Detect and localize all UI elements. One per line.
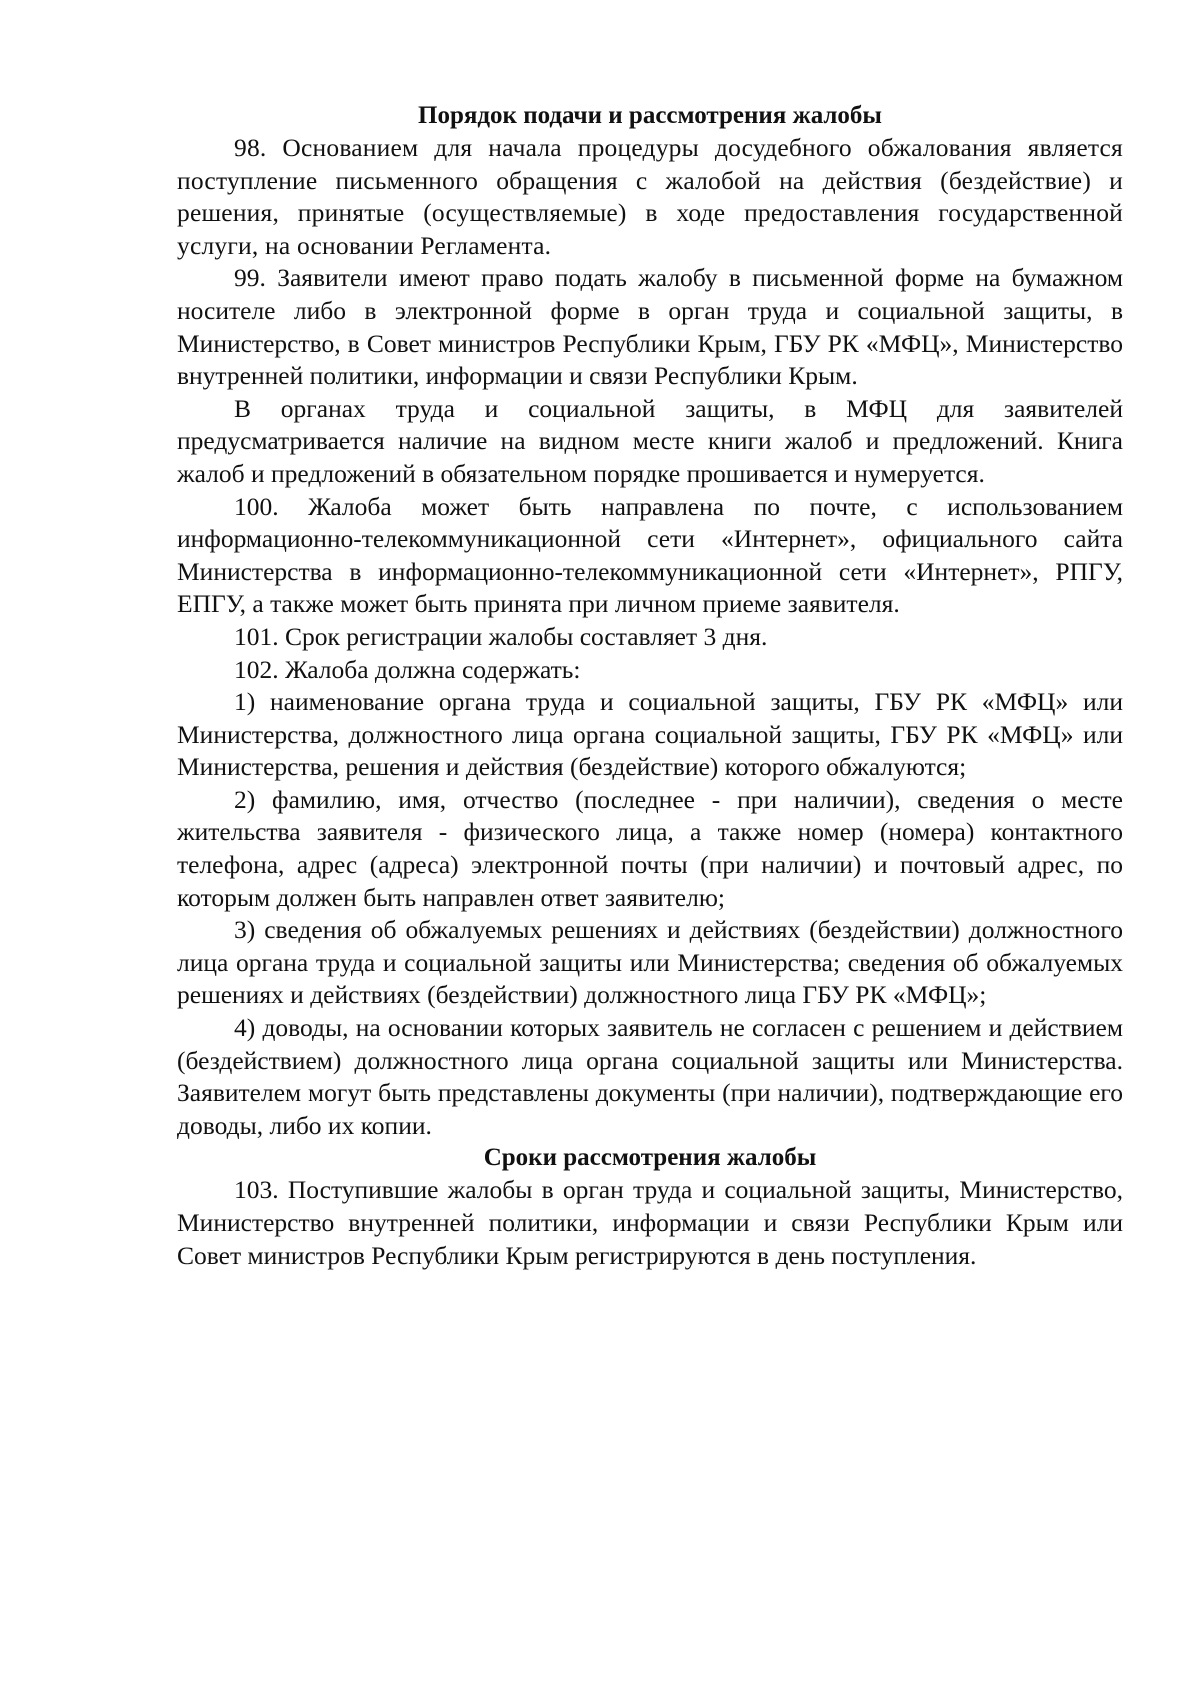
paragraph-100: 100. Жалоба может быть направлена по почте, с использованием информационно-телекоммуникационной сети «Интернет», официального сайта Министерства в информационно-телекоммуникационной сети «Интернет», РПГУ, ЕПГУ, а также может быть принята при личном приеме заявителя. — [177, 491, 1123, 619]
section-heading-review-terms: Сроки рассмотрения жалобы — [483, 1144, 817, 1172]
paragraph-102: 102. Жалоба должна содержать: — [234, 654, 581, 684]
list-item-1: 1) наименование органа труда и социальной защиты, ГБУ РК «МФЦ» или Министерства, должностного лица органа социальной защиты, ГБУ РК «МФЦ» или Министерства, решения и действия (бездействие) которого обжалуются; — [177, 687, 1123, 782]
list-item-4: 4) доводы, на основании которых заявитель не согласен с решением и действием (бездействием) должностного лица органа социальной защиты или Министерства. Заявителем могут быть представлены документы (при наличии), подтверждающие его доводы, либо их копии. — [177, 1013, 1123, 1140]
paragraph-98: 98. Основанием для начала процедуры досудебного обжалования является поступление письменного обращения с жалобой на действия (бездействие) и решения, принятые (осуществляемые) в ходе предоставления государственной услуги, на основании Регламента. — [177, 133, 1123, 260]
document-page — [177, 100, 1123, 1272]
list-item-3: 3) сведения об обжалуемых решениях и действиях (бездействии) должностного лица органа труда и социальной защиты или Министерства; сведения об обжалуемых решениях и действиях (бездействии) должностного лица ГБУ РК «МФЦ»; — [177, 915, 1123, 1010]
paragraph-101: 101. Срок регистрации жалобы составляет 3 дня. — [234, 621, 768, 651]
paragraph-complaint-book: В органах труда и социальной защиты, в МФЦ для заявителей предусматривается наличие на видном месте книги жалоб и предложений. Книга жалоб и предложений в обязательном порядке прошивается и нумеруется. — [177, 393, 1123, 488]
paragraph-103: 103. Поступившие жалобы в орган труда и социальной защиты, Министерство, Министерство внутренней политики, информации и связи Республики Крым или Совет министров Республики Крым регистрируются в день поступления. — [177, 1175, 1123, 1270]
paragraph-99: 99. Заявители имеют право подать жалобу в письменной форме на бумажном носителе либо в электронной форме в орган труда и социальной защиты, в Министерство, в Совет министров Республики Крым, ГБУ РК «МФЦ», Министерство внутренней политики, информации и связи Республики Крым. — [177, 263, 1123, 391]
section-heading-complaint-procedure: Порядок подачи и рассмотрения жалобы — [418, 102, 882, 129]
list-item-2: 2) фамилию, имя, отчество (последнее - при наличии), сведения о месте жительства заявителя - физического лица, а также номер (номера) контактного телефона, адрес (адреса) электронной почты (при наличии) и почтовый адрес, по которым должен быть направлен ответ заявителю; — [177, 784, 1123, 912]
